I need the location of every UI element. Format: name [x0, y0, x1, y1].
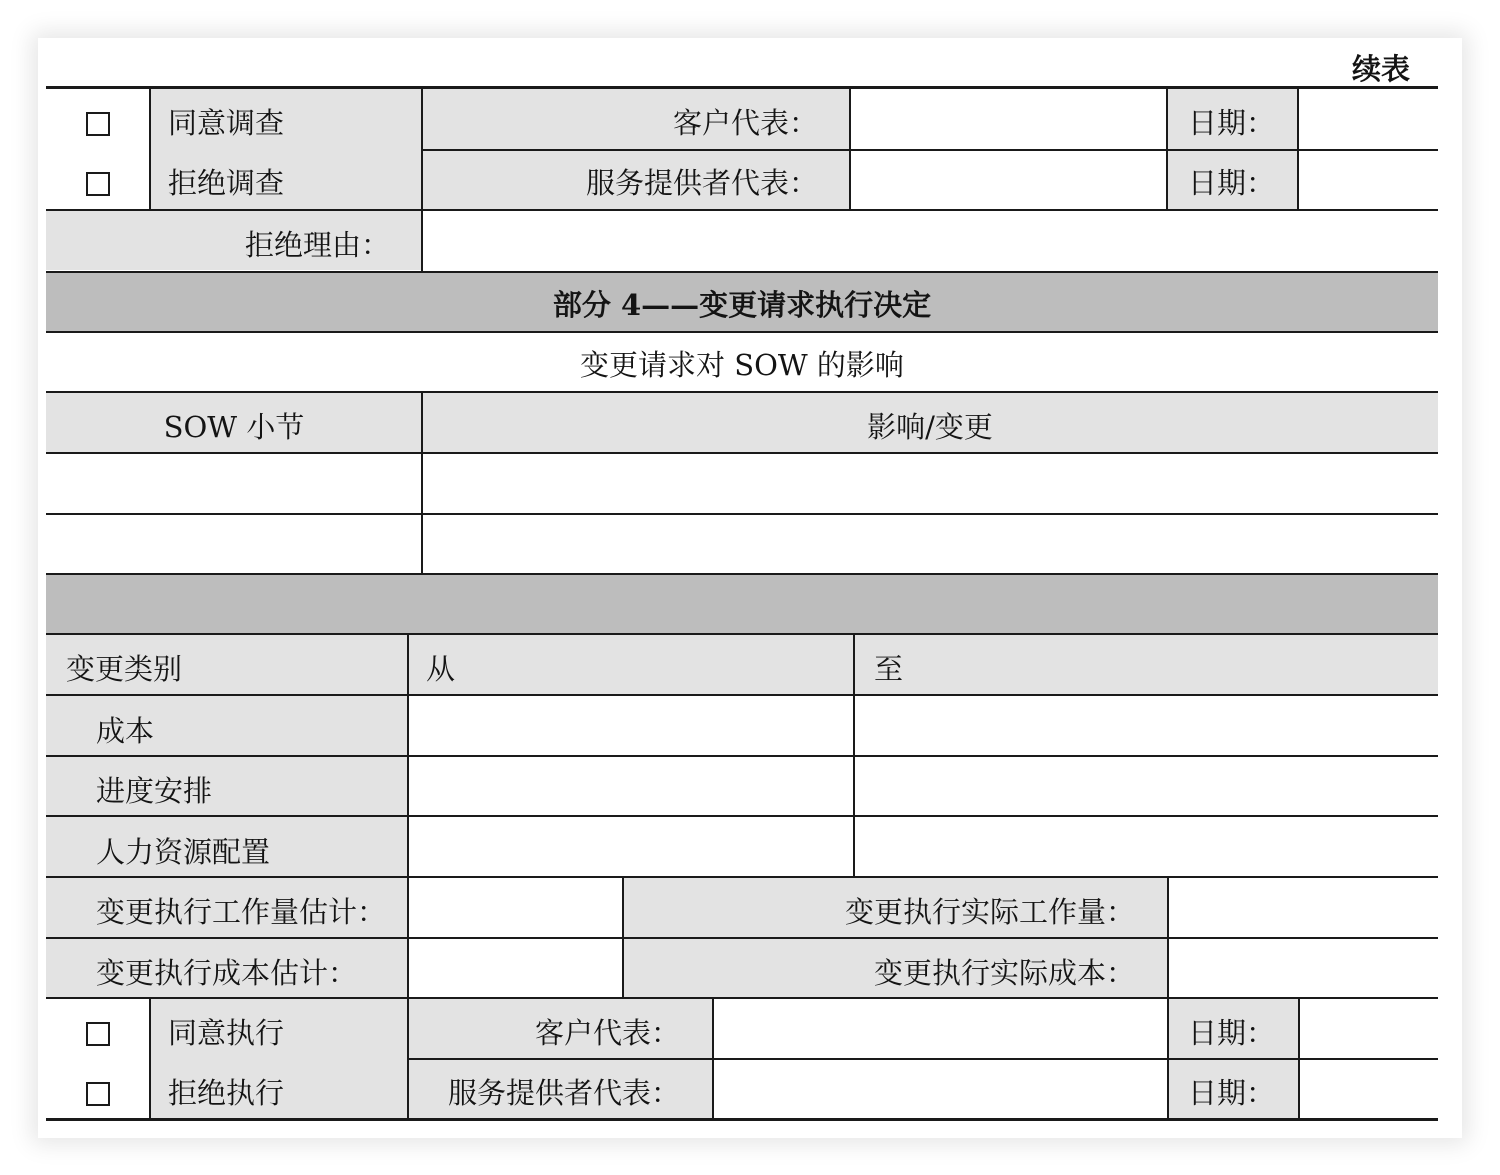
col-impact-change: 影响/变更 — [867, 410, 993, 444]
provider-rep-label: 服务提供者代表： — [585, 166, 818, 200]
reject-reason-label: 拒绝理由： — [244, 228, 390, 262]
rule — [46, 815, 1438, 817]
category-row-label: 人力资源配置 — [96, 835, 271, 869]
rule — [46, 755, 1438, 757]
category-row-label: 成本 — [96, 714, 155, 748]
section4-title: 部分 4——变更请求执行决定 — [552, 288, 932, 322]
rule — [149, 88, 151, 210]
date-label: 日期： — [1188, 1016, 1276, 1050]
rule — [46, 86, 1438, 89]
rule — [1298, 998, 1300, 1119]
col-sow-section: SOW 小节 — [163, 410, 305, 444]
customer-rep-label: 客户代表： — [672, 106, 818, 140]
agree-survey-checkbox[interactable] — [86, 112, 110, 136]
agree-execute-checkbox[interactable] — [86, 1022, 110, 1046]
date-label: 日期： — [1188, 106, 1276, 140]
rule — [149, 998, 151, 1119]
customer-rep-label: 客户代表： — [534, 1016, 680, 1050]
reject-execute-checkbox[interactable] — [86, 1082, 110, 1106]
to-label: 至 — [874, 652, 904, 686]
impact-title: 变更请求对 SOW 的影响 — [580, 348, 904, 382]
rule — [1167, 877, 1169, 998]
reject-execute-label: 拒绝执行 — [168, 1076, 285, 1110]
rule — [46, 1118, 1438, 1121]
reject-survey-checkbox[interactable] — [86, 172, 110, 196]
rule — [1166, 88, 1168, 210]
rule — [46, 271, 1438, 273]
rule — [46, 876, 1438, 878]
category-header-bg — [46, 634, 1438, 695]
rule — [1167, 998, 1169, 1119]
rule — [46, 633, 1438, 635]
date-label: 日期： — [1188, 1076, 1276, 1110]
from-label: 从 — [426, 652, 456, 686]
rule — [46, 937, 1438, 939]
cost-estimate-label: 变更执行成本估计： — [96, 956, 358, 990]
agree-survey-label: 同意调查 — [168, 106, 285, 140]
rule — [849, 88, 851, 210]
rule — [46, 573, 1438, 575]
rule — [46, 209, 1438, 211]
rule — [1297, 88, 1299, 210]
provider-rep-label: 服务提供者代表： — [447, 1076, 680, 1110]
form-sheet — [38, 38, 1462, 1138]
actual-cost-label: 变更执行实际成本： — [873, 956, 1135, 990]
rule — [853, 634, 855, 877]
category-header: 变更类别 — [66, 652, 183, 686]
rule — [46, 331, 1438, 333]
rule — [712, 998, 714, 1119]
rule — [46, 513, 1438, 515]
rule — [46, 391, 1438, 393]
rule — [422, 149, 1438, 151]
category-row-label: 进度安排 — [96, 774, 213, 808]
actual-effort-label: 变更执行实际工作量： — [844, 895, 1135, 929]
blank-band — [46, 574, 1438, 634]
effort-estimate-label: 变更执行工作量估计： — [96, 895, 387, 929]
rule — [46, 452, 1438, 454]
rule — [46, 694, 1438, 696]
rule — [46, 997, 1438, 999]
reject-survey-label: 拒绝调查 — [168, 166, 285, 200]
rule — [408, 1058, 1438, 1060]
agree-execute-label: 同意执行 — [168, 1016, 285, 1050]
continued-label: 续表 — [1352, 52, 1411, 86]
date-label: 日期： — [1188, 166, 1276, 200]
